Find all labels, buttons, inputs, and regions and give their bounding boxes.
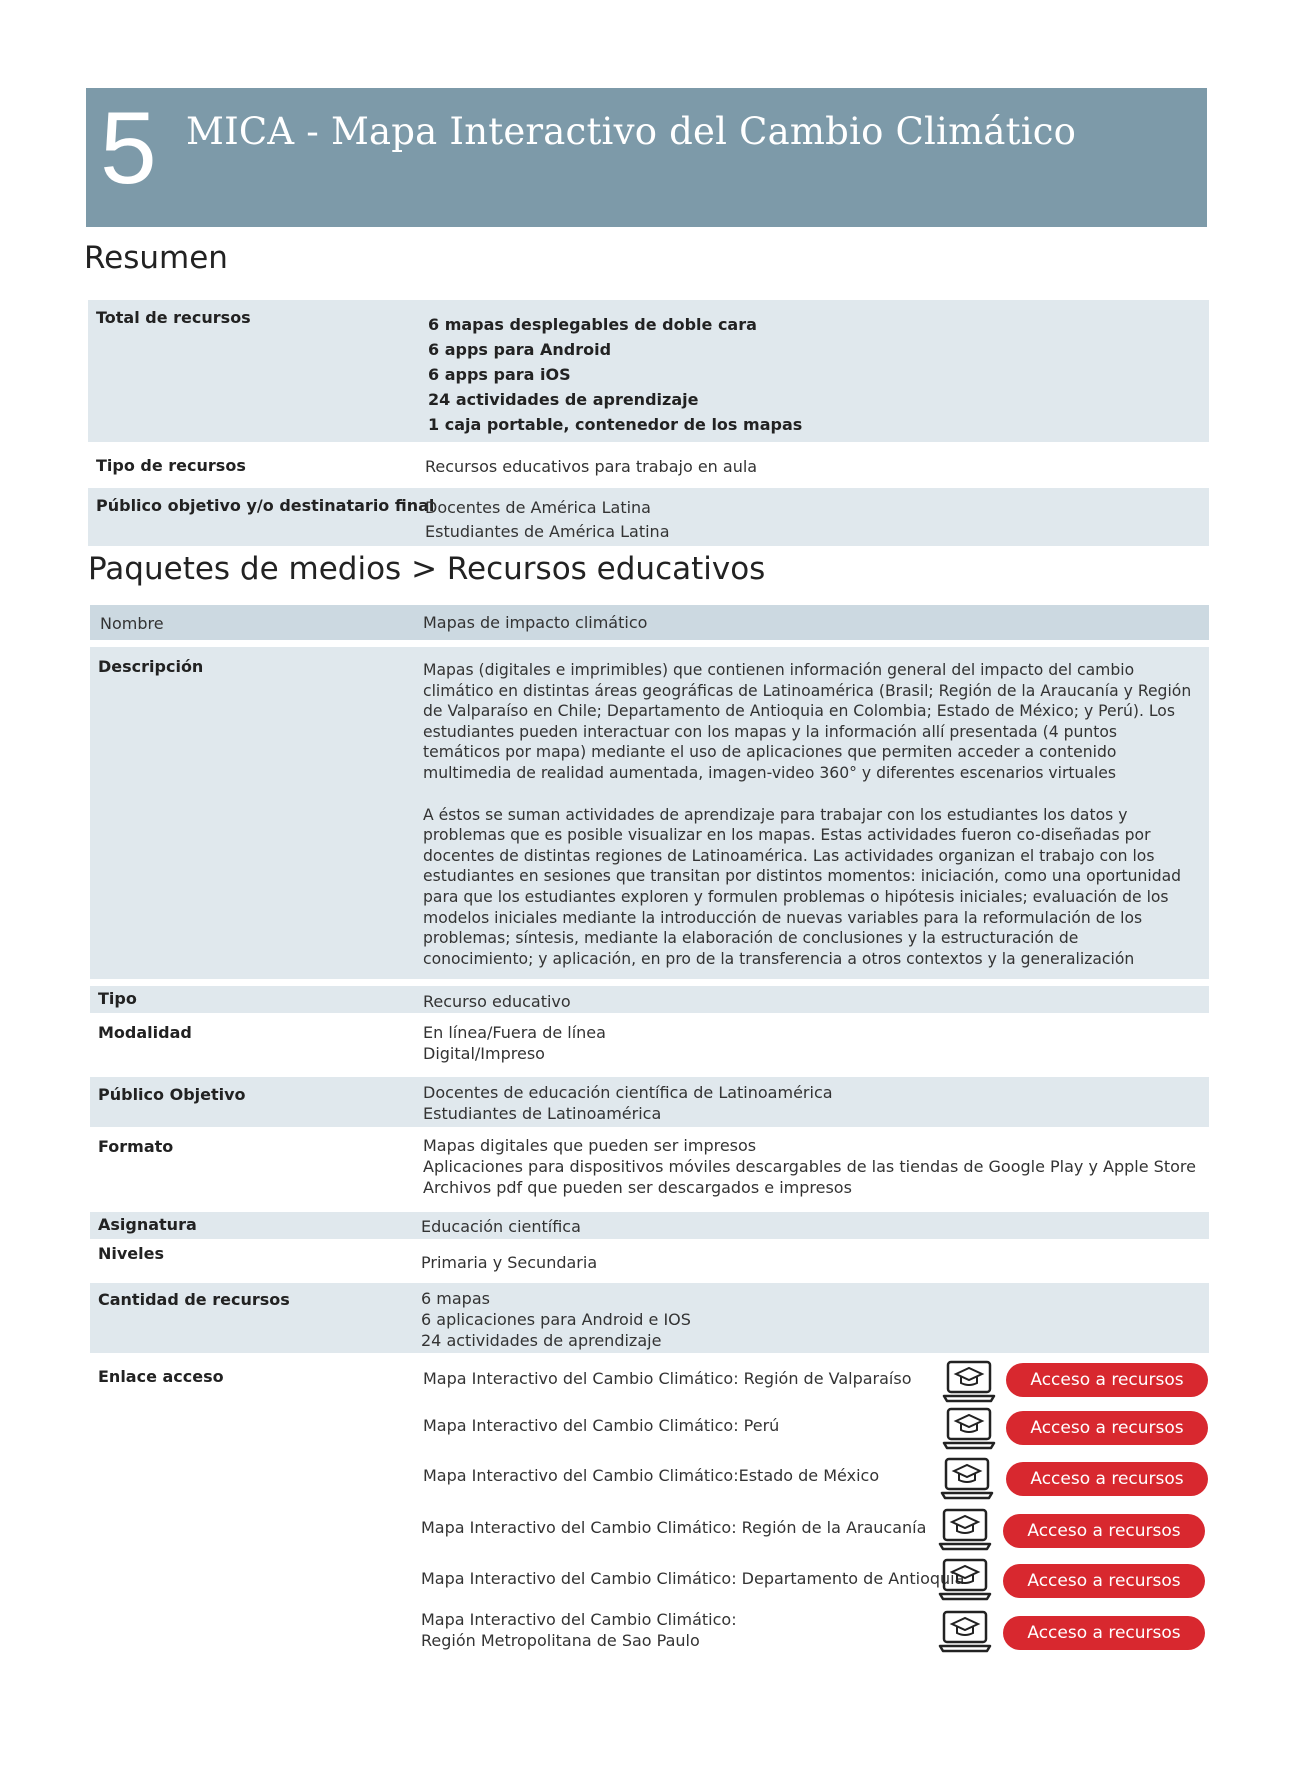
table-row [90, 1015, 1209, 1075]
value-line: En línea/Fuera de línea [423, 1023, 606, 1042]
row-label: Formato [98, 1137, 174, 1156]
resource-link-text[interactable]: Mapa Interactivo del Cambio Climático: Región de Valparaíso [423, 1369, 912, 1388]
value-line: 6 mapas desplegables de doble cara [428, 315, 757, 334]
value-line: 6 apps para iOS [428, 365, 571, 384]
laptop-graduation-icon [938, 1557, 992, 1603]
access-resources-button[interactable]: Acceso a recursos [1006, 1462, 1208, 1496]
table-row [90, 1241, 1209, 1281]
resource-link-row [90, 1504, 1211, 1548]
value-line: 6 aplicaciones para Android e IOS [421, 1310, 691, 1329]
laptop-graduation-icon [942, 1406, 996, 1452]
row-value: Recursos educativos para trabajo en aula [425, 457, 758, 476]
row-value [423, 1022, 606, 1064]
table-row [90, 605, 1209, 640]
laptop-graduation-icon [942, 1359, 996, 1405]
row-label: Total de recursos [96, 308, 251, 327]
resource-link-row [90, 1605, 1211, 1657]
resource-link-row [90, 1355, 1211, 1399]
value-line: 1 caja portable, contenedor de los mapas [428, 415, 803, 434]
value-line: Docentes de educación científica de Latinoamérica [423, 1083, 833, 1102]
resumen-heading: Resumen [84, 240, 228, 276]
row-label: Niveles [98, 1244, 165, 1263]
description-paragraph: A éstos se suman actividades de aprendizaje para trabajar con los estudiantes los datos y problemas que es posible visualizar en los mapas. Estas actividades fueron co-diseñadas por docentes de distintas regiones de Latinoamérica. Las actividades organizan el trabajo con los estudiantes en sesiones que transitan por distintos momentos: iniciación, como una oportunidad para que los estudiantes exploren y formulen problemas o hipótesis iniciales; evaluación de los modelos iniciales mediante la introducción de nuevas variables para la reformulación de los problemas; síntesis, mediante la elaboración de conclusiones y la estructuración de conocimiento; y aplicación, en pro de la transferencia a otros contextos y la generalización [423, 805, 1182, 968]
row-value: Educación científica [421, 1217, 581, 1236]
row-value [423, 1082, 833, 1124]
paquetes-heading: Paquetes de medios > Recursos educativos [88, 551, 766, 587]
chapter-number: 5 [100, 91, 157, 205]
value-line: Mapas digitales que pueden ser impresos [423, 1136, 757, 1155]
row-label: Público Objetivo [98, 1085, 246, 1104]
link-line: Mapa Interactivo del Cambio Climático: [421, 1610, 737, 1629]
resource-link-row [90, 1403, 1211, 1447]
row-label: Cantidad de recursos [98, 1290, 290, 1309]
links-section [90, 1355, 1209, 1655]
access-resources-button[interactable]: Acceso a recursos [1006, 1363, 1208, 1397]
access-resources-button[interactable]: Acceso a recursos [1003, 1616, 1205, 1650]
row-label: Público objetivo y/o destinatario final [96, 496, 435, 515]
row-value: Mapas de impacto climático [423, 613, 648, 632]
table-row [90, 986, 1209, 1013]
table-row [90, 1077, 1209, 1127]
table-row [90, 1283, 1209, 1353]
table-row [90, 1212, 1209, 1239]
row-value [423, 1135, 1196, 1198]
row-value [425, 496, 670, 544]
chapter-header [86, 88, 1207, 227]
value-line: 24 actividades de aprendizaje [428, 390, 699, 409]
resource-link-text[interactable]: Mapa Interactivo del Cambio Climático: Región de la Araucanía [421, 1518, 927, 1537]
row-label: Tipo de recursos [96, 456, 246, 475]
value-line: Estudiantes de Latinoamérica [423, 1104, 662, 1123]
value-line: Docentes de América Latina [425, 498, 651, 517]
row-value [423, 660, 1193, 990]
row-value: Primaria y Secundaria [421, 1253, 598, 1272]
access-resources-button[interactable]: Acceso a recursos [1003, 1564, 1205, 1598]
table-row [90, 647, 1209, 979]
value-line: Archivos pdf que pueden ser descargados e impresos [423, 1178, 852, 1197]
chapter-title: MICA - Mapa Interactivo del Cambio Climático [186, 110, 1077, 153]
laptop-graduation-icon [938, 1609, 992, 1655]
row-value [428, 312, 802, 437]
resource-link-text[interactable]: Mapa Interactivo del Cambio Climático: Perú [423, 1416, 780, 1435]
resource-link-row [90, 1555, 1211, 1599]
table-row [88, 300, 1209, 442]
row-label: Asignatura [98, 1215, 197, 1234]
row-label: Modalidad [98, 1023, 192, 1042]
resource-link-row [90, 1453, 1211, 1497]
table-row [88, 488, 1209, 546]
value-line: Digital/Impreso [423, 1044, 545, 1063]
value-line: 6 mapas [421, 1289, 490, 1308]
resource-link-text[interactable] [421, 1609, 737, 1651]
access-resources-button[interactable]: Acceso a recursos [1003, 1514, 1205, 1548]
resource-link-text[interactable]: Mapa Interactivo del Cambio Climático: Departamento de Antioquia [421, 1569, 965, 1588]
value-line: Estudiantes de América Latina [425, 522, 670, 541]
laptop-graduation-icon [940, 1456, 994, 1502]
value-line: 24 actividades de aprendizaje [421, 1331, 662, 1350]
table-row [90, 1129, 1209, 1209]
table-row [88, 446, 1209, 486]
row-label: Descripción [98, 657, 204, 676]
laptop-graduation-icon [938, 1507, 992, 1553]
row-label: Enlace acceso [98, 1367, 224, 1386]
access-resources-button[interactable]: Acceso a recursos [1006, 1411, 1208, 1445]
resource-link-text[interactable]: Mapa Interactivo del Cambio Climático:Estado de México [423, 1466, 880, 1485]
value-line: 6 apps para Android [428, 340, 612, 359]
row-label: Nombre [100, 614, 164, 633]
row-label: Tipo [98, 989, 137, 1008]
row-value [421, 1288, 691, 1351]
row-value: Recurso educativo [423, 992, 571, 1011]
link-line: Región Metropolitana de Sao Paulo [421, 1631, 700, 1650]
description-paragraph: Mapas (digitales e imprimibles) que contienen información general del impacto del cambio climático en distintas áreas geográficas de Latinoamérica (Brasil; Región de la Araucanía y Región de Valparaíso en Chile; Departamento de Antioquia en Colombia; Estado de México; y Perú). Los estudiantes pueden interactuar con los mapas y la información allí presentada (4 puntos temáticos por mapa) mediante el uso de aplicaciones que permiten acceder a contenido multimedia de realidad aumentada, imagen-video 360° y diferentes escenarios virtuales [423, 661, 1192, 782]
value-line: Aplicaciones para dispositivos móviles descargables de las tiendas de Google Play y Apple Store [423, 1157, 1196, 1176]
